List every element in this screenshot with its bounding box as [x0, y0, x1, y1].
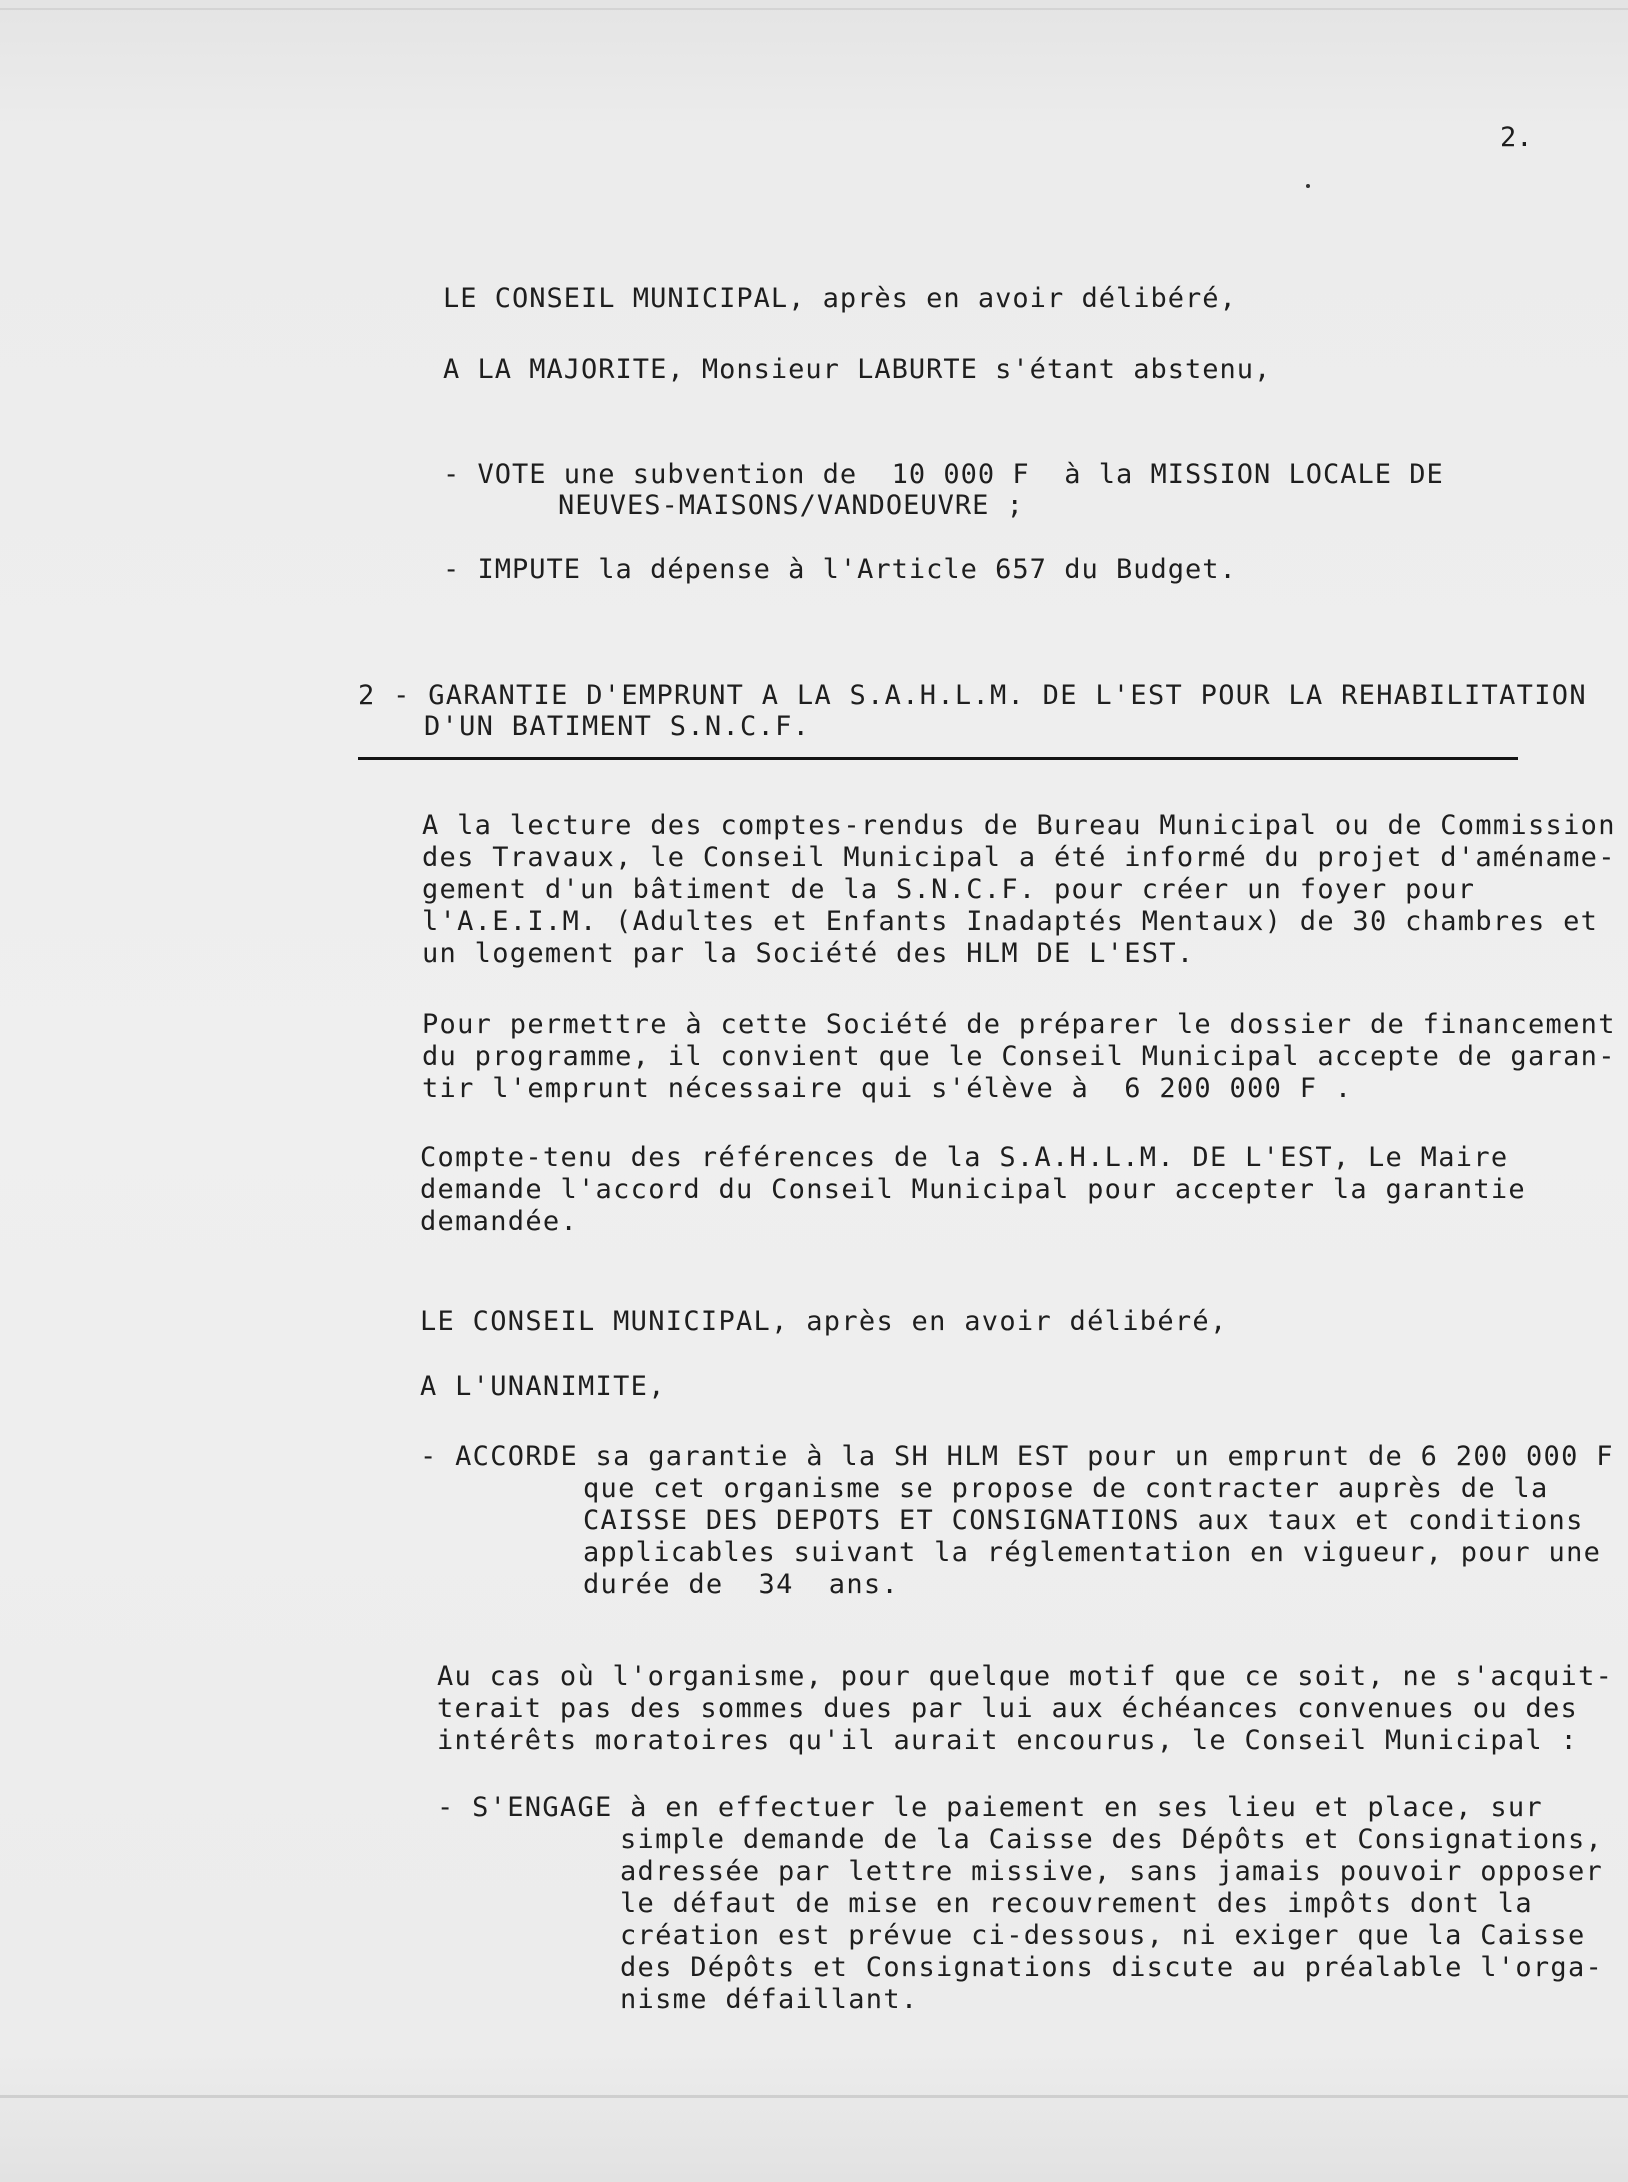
page-number: 2. — [1500, 122, 1533, 153]
vote-unanimity: A L'UNANIMITE, — [420, 1371, 666, 1402]
engage-line: nisme défaillant. — [620, 1984, 919, 2015]
council-header-1: LE CONSEIL MUNICIPAL, après en avoir délibéré, — [443, 283, 1237, 314]
heading-underline — [358, 757, 1518, 760]
page-bottom-edge — [0, 2095, 1628, 2098]
paragraph4-line: Au cas où l'organisme, pour quelque motif que ce soit, ne s'acquit- — [437, 1661, 1614, 1692]
item-impute: - IMPUTE la dépense à l'Article 657 du Budget. — [443, 554, 1237, 585]
paragraph1-line: A la lecture des comptes-rendus de Bureau Municipal ou de Commission — [422, 810, 1616, 841]
accorde-line: que cet organisme se propose de contracter auprès de la — [583, 1473, 1549, 1504]
paragraph4-line: terait pas des sommes dues par lui aux échéances convenues ou des — [437, 1693, 1579, 1724]
vote-majority: A LA MAJORITE, Monsieur LABURTE s'étant abstenu, — [443, 354, 1272, 385]
item-vote-subvention-line2: NEUVES-MAISONS/VANDOEUVRE ; — [558, 490, 1024, 521]
engage-line: adressée par lettre missive, sans jamais pouvoir opposer — [620, 1856, 1604, 1887]
accorde-line: CAISSE DES DEPOTS ET CONSIGNATIONS aux taux et conditions — [583, 1505, 1584, 1536]
paragraph1-line: un logement par la Société des HLM DE L'EST. — [422, 938, 1195, 969]
engage-line: - S'ENGAGE à en effectuer le paiement en ses lieu et place, sur — [437, 1792, 1543, 1823]
paragraph4-line: intérêts moratoires qu'il aurait encourus, le Conseil Municipal : — [437, 1725, 1579, 1756]
item-vote-subvention-line1: - VOTE une subvention de 10 000 F à la MISSION LOCALE DE — [443, 459, 1444, 490]
paragraph3-line: demande l'accord du Conseil Municipal pour accepter la garantie — [420, 1174, 1526, 1205]
accorde-line: applicables suivant la réglementation en vigueur, pour une — [583, 1537, 1602, 1568]
engage-line: simple demande de la Caisse des Dépôts et Consignations, — [620, 1824, 1604, 1855]
engage-line: le défaut de mise en recouvrement des impôts dont la — [620, 1888, 1533, 1919]
section-heading-line2: D'UN BATIMENT S.N.C.F. — [424, 711, 811, 742]
engage-line: des Dépôts et Consignations discute au préalable l'orga- — [620, 1952, 1604, 1983]
accorde-line: - ACCORDE sa garantie à la SH HLM EST pour un emprunt de 6 200 000 F — [420, 1441, 1614, 1472]
engage-line: création est prévue ci-dessous, ni exiger que la Caisse — [620, 1920, 1586, 1951]
paragraph2-line: tir l'emprunt nécessaire qui s'élève à 6 200 000 F . — [422, 1073, 1353, 1104]
paragraph3-line: demandée. — [420, 1206, 578, 1237]
page-top-edge — [0, 8, 1628, 10]
council-header-2: LE CONSEIL MUNICIPAL, après en avoir délibéré, — [420, 1306, 1228, 1337]
paragraph3-line: Compte-tenu des références de la S.A.H.L.M. DE L'EST, Le Maire — [420, 1142, 1509, 1173]
paragraph1-line: l'A.E.I.M. (Adultes et Enfants Inadaptés Mentaux) de 30 chambres et — [422, 906, 1599, 937]
paragraph2-line: Pour permettre à cette Société de préparer le dossier de financement — [422, 1009, 1616, 1040]
accorde-line: durée de 34 ans. — [583, 1569, 899, 1600]
paragraph2-line: du programme, il convient que le Conseil Municipal accepte de garan- — [422, 1041, 1616, 1072]
section-heading-line1: 2 - GARANTIE D'EMPRUNT A LA S.A.H.L.M. DE L'EST POUR LA REHABILITATION — [358, 680, 1587, 711]
paragraph1-line: des Travaux, le Conseil Municipal a été informé du projet d'améname- — [422, 842, 1616, 873]
ink-speck — [1306, 184, 1310, 188]
paragraph1-line: gement d'un bâtiment de la S.N.C.F. pour créer un foyer pour — [422, 874, 1476, 905]
